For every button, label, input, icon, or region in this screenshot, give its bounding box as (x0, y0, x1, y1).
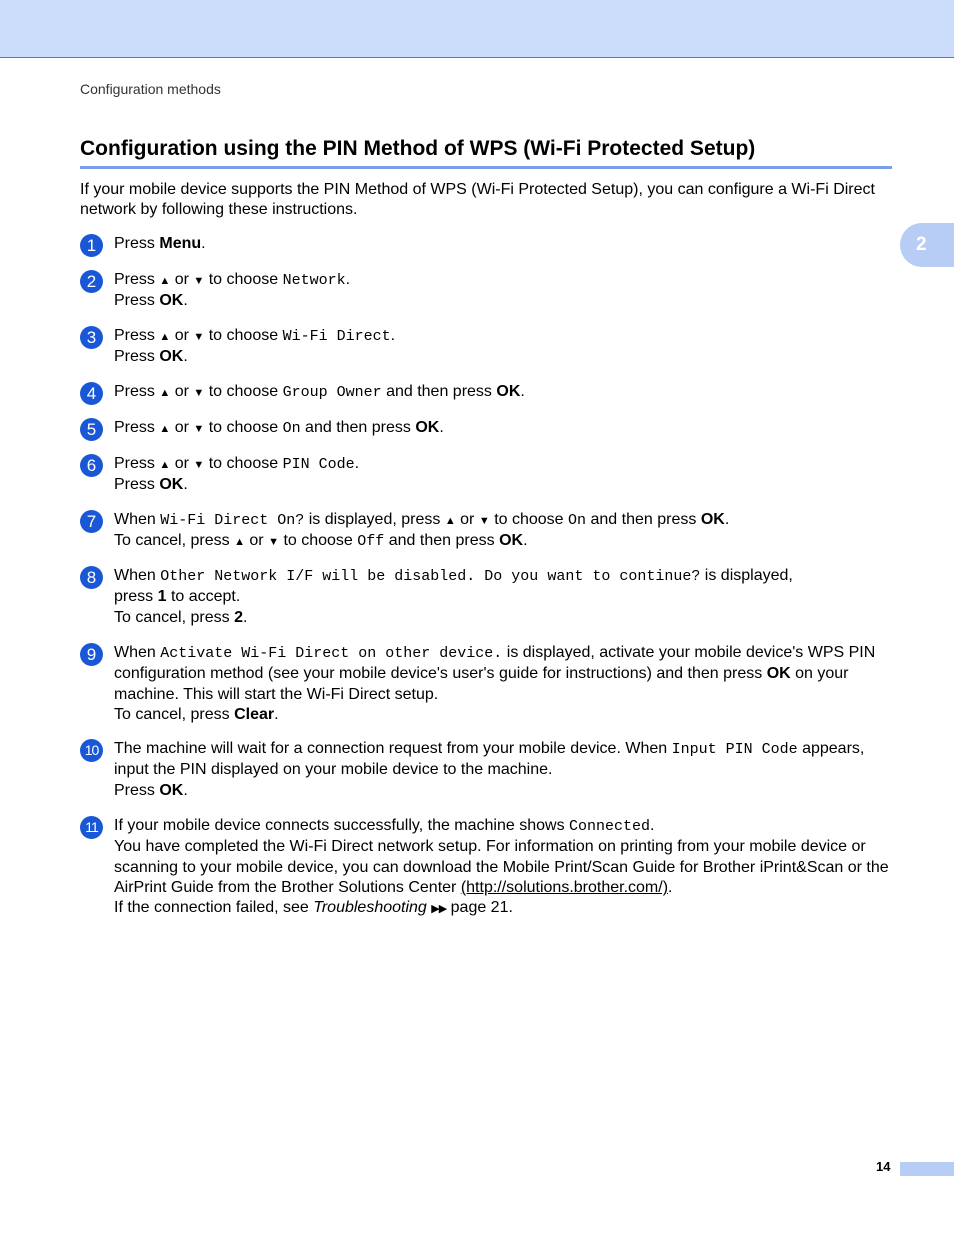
step-text: Press Menu. (114, 235, 206, 252)
ok-key: OK (496, 383, 521, 400)
step-number: 3 (80, 326, 103, 349)
running-header: Configuration methods (80, 81, 221, 97)
double-arrow-icon: ▶▶ (431, 903, 447, 916)
clear-key: Clear (234, 705, 275, 723)
step-number: 5 (80, 418, 103, 441)
up-arrow-icon: ▲ (444, 515, 456, 527)
page-title: Configuration using the PIN Method of WPS (Wi-Fi Protected Setup) (80, 136, 892, 169)
up-arrow-icon: ▲ (159, 275, 171, 287)
step-number: 1 (80, 234, 103, 257)
step-text: Press ▲ or ▼ to choose Group Owner and then press OK. (114, 383, 525, 401)
lcd-text: Wi-Fi Direct (282, 328, 391, 345)
lcd-text: Off (357, 533, 385, 551)
lcd-text: Network (282, 272, 346, 289)
step-text: Press ▲ or ▼ to choose Wi-Fi Direct. Press OK. (114, 327, 396, 366)
step-number: 7 (80, 510, 103, 533)
step-number: 8 (80, 566, 103, 589)
lcd-text: Input PIN Code (671, 741, 798, 758)
ok-key: OK (766, 665, 791, 683)
chapter-tab: 2 (900, 223, 954, 267)
down-arrow-icon: ▼ (193, 423, 205, 435)
step-text: Press ▲ or ▼ to choose PIN Code. Press OK. (114, 455, 360, 494)
step-number: 10 (80, 739, 103, 762)
up-arrow-icon: ▲ (159, 423, 171, 435)
lcd-text: On (568, 512, 587, 529)
step-text: When Other Network I/F will be disabled. Do you want to continue? is displayed, press 1 to accept. To cancel, press 2. (114, 567, 793, 626)
down-arrow-icon: ▼ (193, 459, 205, 471)
key-2: 2 (234, 608, 243, 626)
troubleshooting-reference[interactable]: Troubleshooting (313, 899, 427, 917)
step-number: 4 (80, 382, 103, 405)
lcd-text: Activate Wi-Fi Direct on other device. (160, 645, 503, 662)
down-arrow-icon: ▼ (193, 275, 205, 287)
page-number-bar (900, 1162, 954, 1176)
ok-key: OK (700, 511, 725, 528)
up-arrow-icon: ▲ (159, 459, 171, 471)
lcd-text: Connected (569, 818, 651, 835)
key-1: 1 (157, 588, 167, 606)
lcd-text: On (282, 420, 301, 437)
page-number: 14 (876, 1159, 891, 1174)
step-number: 9 (80, 643, 103, 666)
lcd-text: Other Network I/F will be disabled. Do you want to continue? (160, 568, 701, 585)
down-arrow-icon: ▼ (478, 515, 490, 527)
menu-key: Menu (159, 235, 202, 252)
step-text: If your mobile device connects successfully, the machine shows Connected. You have completed the Wi-Fi Direct network setup. For information on printing from your mobile device or scanning to your mobile device, you can download the Mobile Print/Scan Guide for Brother iPrint&Scan or the AirPrint Guide from the Brother Solutions Center (http://solutions.brother.com/). If the connection failed, see Troubleshooting ▶▶ page 21. (114, 817, 889, 917)
step-text: Press ▲ or ▼ to choose Network. Press OK. (114, 271, 351, 310)
header-band (0, 0, 954, 58)
ok-key: OK (159, 476, 184, 494)
ok-key: OK (159, 292, 184, 310)
down-arrow-icon: ▼ (193, 331, 205, 343)
ok-key: OK (159, 781, 184, 799)
step-text: When Activate Wi-Fi Direct on other device. is displayed, activate your mobile device's WPS PIN configuration method (see your mobile device's user's guide for instructions) and then press OK on your machine. This will start the Wi-Fi Direct setup. To cancel, press Clear. (114, 644, 876, 723)
down-arrow-icon: ▼ (268, 536, 279, 549)
step-number: 11 (80, 816, 103, 839)
ok-key: OK (159, 348, 184, 366)
solutions-center-link[interactable]: (http://solutions.brother.com/) (460, 878, 669, 896)
lcd-text: PIN Code (282, 456, 355, 473)
up-arrow-icon: ▲ (159, 387, 171, 399)
up-arrow-icon: ▲ (159, 331, 171, 343)
step-text: The machine will wait for a connection request from your mobile device. When Input PIN Code appears, input the PIN displayed on your mobile device to the machine. Press OK. (114, 740, 865, 799)
intro-paragraph: If your mobile device supports the PIN Method of WPS (Wi-Fi Protected Setup), you can configure a Wi-Fi Direct network by following these instructions. (80, 181, 875, 219)
ok-key: OK (499, 532, 524, 550)
lcd-text: Group Owner (282, 384, 382, 401)
step-text: Press ▲ or ▼ to choose On and then press OK. (114, 419, 444, 437)
step-text: When Wi-Fi Direct On? is displayed, press ▲ or ▼ to choose On and then press OK. To cancel, press ▲ or ▼ to choose Off and then press OK. (114, 511, 730, 551)
up-arrow-icon: ▲ (234, 536, 245, 549)
lcd-text: Wi-Fi Direct On? (160, 512, 305, 529)
down-arrow-icon: ▼ (193, 387, 205, 399)
step-number: 6 (80, 454, 103, 477)
step-number: 2 (80, 270, 103, 293)
ok-key: OK (415, 419, 440, 436)
